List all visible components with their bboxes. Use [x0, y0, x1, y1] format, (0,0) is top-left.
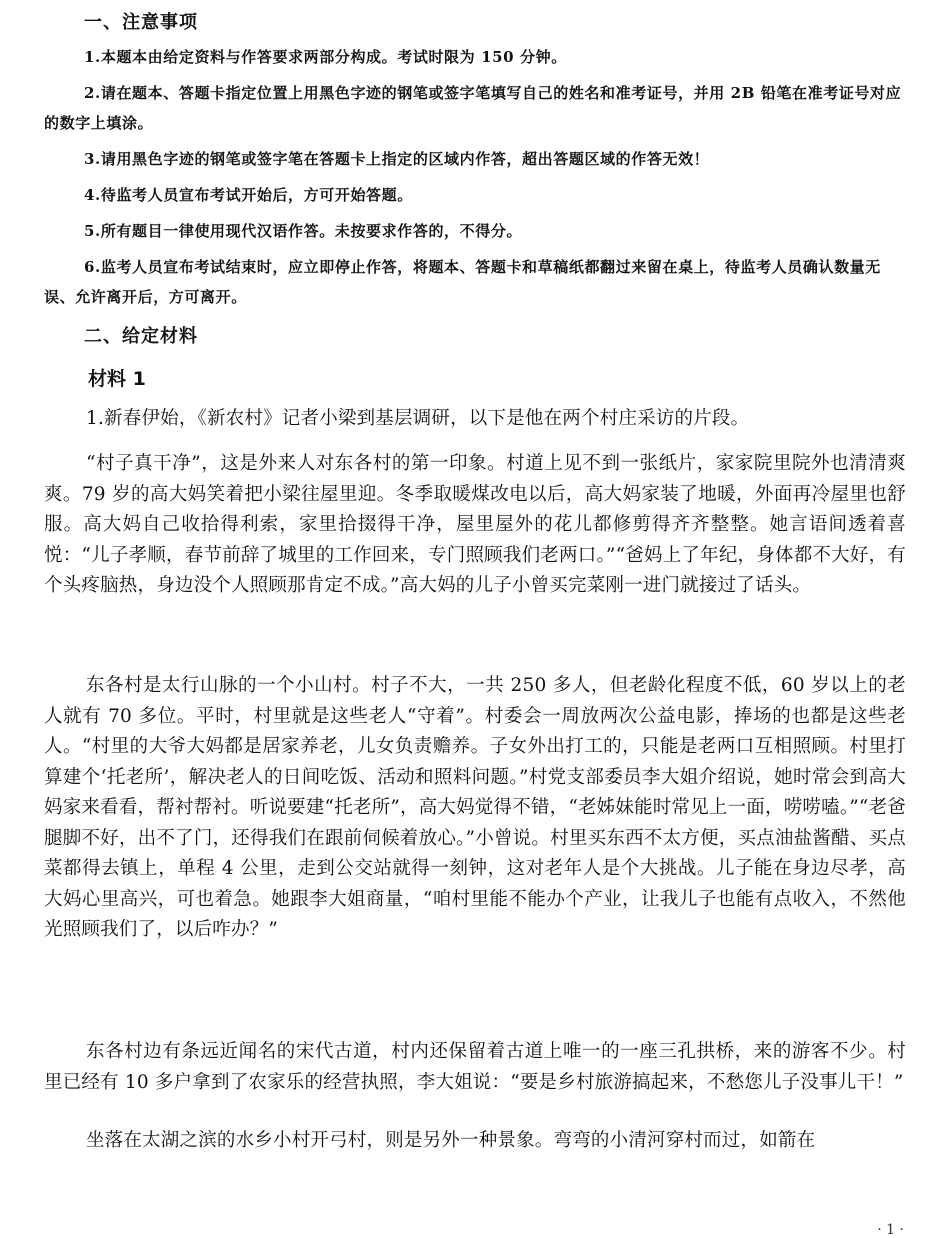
notice-item-1: 1.本题本由给定资料与作答要求两部分构成。考试时限为 150 分钟。 [84, 48, 567, 66]
material-paragraph: “村子真干净”，这是外来人对东各村的第一印象。村道上见不到一张纸片，家家院里院外也清清爽爽。79 岁的高大妈笑着把小梁往屋里迎。冬季取暖煤改电以后，高大妈家装了地暖，外面再冷屋里也舒服。高大妈自己收拾得利索，家里拾掇得干净，屋里屋外的花儿都修剪得齐齐整整。她言语间透着喜悦：“儿子孝顺，春节前辞了城里的工作回来，专门照顾我们老两口。”“爸妈上了年纪，身体都不大好，有个头疼脑热，身边没个人照顾那肯定不成。”高大妈的儿子小曾买完菜刚一进门就接过了话头。 [44, 453, 906, 596]
notice-item-3: 3.请用黑色字迹的钢笔或签字笔在答题卡上指定的区域内作答，超出答题区域的作答无效！ [84, 150, 710, 168]
material-paragraph: 坐落在太湖之滨的水乡小村开弓村，则是另外一种景象。弯弯的小清河穿村而过，如箭在 [86, 1130, 816, 1151]
material-paragraph: 1.新春伊始，《新农村》记者小梁到基层调研，以下是他在两个村庄采访的片段。 [86, 408, 750, 429]
section-heading-notice: 一、注意事项 [84, 12, 198, 33]
notice-item-5: 5.所有题目一律使用现代汉语作答。未按要求作答的，不得分。 [84, 222, 523, 240]
material-paragraph: 东各村边有条远近闻名的宋代古道，村内还保留着古道上唯一的一座三孔拱桥，来的游客不少。村里已经有 10 多户拿到了农家乐的经营执照，李大姐说：“要是乡村旅游搞起来，不愁您儿子没事儿干！” [44, 1041, 906, 1093]
page-number: · 1 · [877, 1222, 904, 1238]
material-label: 材料 1 [88, 368, 146, 390]
notice-item-2: 2.请在题本、答题卡指定位置上用黑色字迹的钢笔或签字笔填写自己的姓名和准考证号，并用 2B 铅笔在准考证号对应的数字上填涂。 [44, 84, 902, 132]
material-paragraph: 东各村是太行山脉的一个小山村。村子不大，一共 250 多人，但老龄化程度不低，60 岁以上的老人就有 70 多位。平时，村里就是这些老人“守着”。村委会一周放两次公益电影，捧场的也都是这些老人。“村里的大爷大妈都是居家养老，儿女负责赡养。子女外出打工的，只能是老两口互相照顾。村里打算建个‘托老所’，解决老人的日间吃饭、活动和照料问题。”村党支部委员李大姐介绍说，她时常会到高大妈家来看看，帮衬帮衬。听说要建“托老所”，高大妈觉得不错，“老姊妹能时常见上一面，唠唠嗑。”“老爸腿脚不好，出不了门，还得我们在跟前伺候着放心。”小曾说。村里买东西不太方便，买点油盐酱醋、买点菜都得去镇上，单程 4 公里，走到公交站就得一刻钟，这对老年人是个大挑战。儿子能在身边尽孝，高大妈心里高兴，可也着急。她跟李大姐商量，“咱村里能不能办个产业，让我儿子也能有点收入，不然他光照顾我们了，以后咋办？” [44, 675, 906, 940]
notice-item-6: 6.监考人员宣布考试结束时，应立即停止作答，将题本、答题卡和草稿纸都翻过来留在桌上，待监考人员确认数量无误、允许离开后，方可离开。 [44, 258, 881, 306]
notice-item-4: 4.待监考人员宣布考试开始后，方可开始答题。 [84, 186, 413, 204]
section-heading-materials: 二、给定材料 [84, 326, 198, 347]
